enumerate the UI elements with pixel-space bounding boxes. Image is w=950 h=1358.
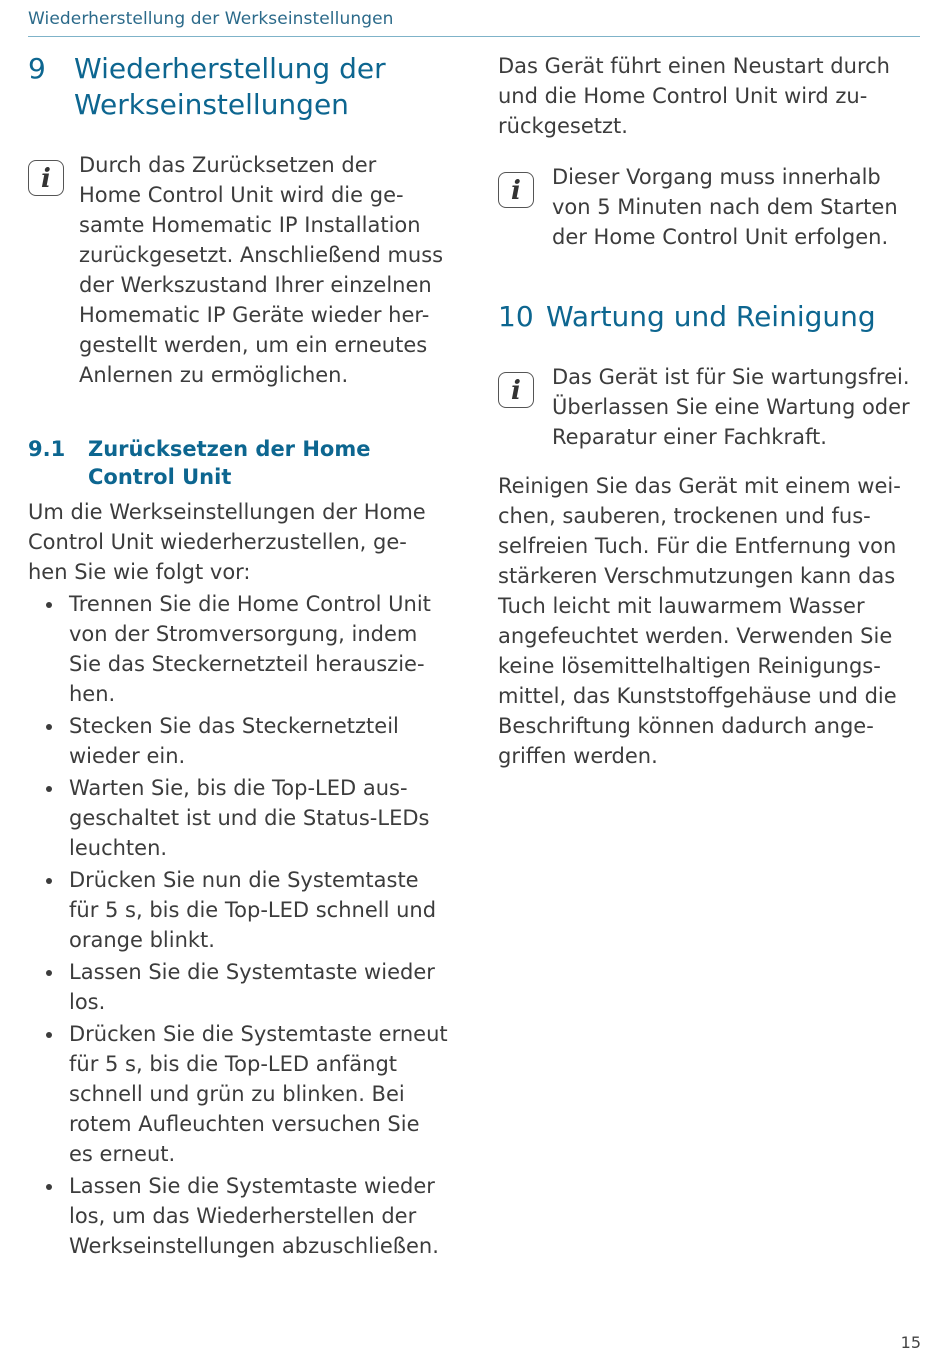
header-rule bbox=[28, 36, 920, 37]
section-10-number: 10 bbox=[498, 300, 534, 333]
section-9-title-line1: Wiederherstellung der bbox=[74, 52, 386, 85]
reset-steps-list bbox=[28, 589, 458, 1263]
section-9-1-intro: Um die Werkseinstellungen der Home Control Unit wiederherzustellen, ge- hen Sie wie folgt vor: bbox=[28, 500, 426, 584]
info-icon: i bbox=[498, 372, 534, 408]
list-item: Drücken Sie die Systemtaste erneut für 5 s, bis die Top-LED anfängt schnell und grün zu blinken. Bei rotem Aufleuchten versuchen Sie es erneut. bbox=[28, 1019, 458, 1169]
maintenance-info-text: Das Gerät ist für Sie wartungsfrei. Überlassen Sie eine Wartung oder Reparatur einer Fachkraft. bbox=[552, 365, 910, 449]
restart-text: Das Gerät führt einen Neustart durch und die Home Control Unit wird zu- rückgesetzt. bbox=[498, 54, 890, 138]
section-9-heading bbox=[28, 51, 453, 123]
list-item: Lassen Sie die Systemtaste wieder los, um das Wiederherstellen der Werkseinstellungen abzuschließen. bbox=[28, 1171, 458, 1261]
section-9-1-title: Zurücksetzen der Home Control Unit bbox=[88, 437, 371, 489]
section-9-title-line2: Werkseinstellungen bbox=[74, 88, 349, 121]
bullet-icon bbox=[46, 878, 52, 884]
section-9-number: 9 bbox=[28, 52, 46, 85]
list-item: Trennen Sie die Home Control Unit von der Stromversorgung, indem Sie das Steckernetzteil herauszie- hen. bbox=[28, 589, 458, 709]
section-9-info-text: Durch das Zurücksetzen der Home Control Unit wird die ge- samte Homematic IP Installation zurückgesetzt. Anschließend muss der Werkszustand Ihrer einzelnen Homematic IP Geräte wieder her- gestellt werden, um ein erneutes Anlernen zu ermöglichen. bbox=[79, 153, 444, 387]
page-number: 15 bbox=[900, 1333, 921, 1352]
list-item: Warten Sie, bis die Top-LED aus- geschaltet ist und die Status-LEDs leuchten. bbox=[28, 773, 458, 863]
info-icon: i bbox=[28, 160, 64, 196]
bullet-icon bbox=[46, 724, 52, 730]
info-icon: i bbox=[498, 172, 534, 208]
bullet-icon bbox=[46, 970, 52, 976]
running-header: Wiederherstellung der Werkseinstellungen bbox=[28, 9, 394, 29]
section-10-title: Wartung und Reinigung bbox=[546, 300, 876, 333]
bullet-icon bbox=[46, 1032, 52, 1038]
list-item: Stecken Sie das Steckernetzteil wieder ein. bbox=[28, 711, 458, 771]
bullet-icon bbox=[46, 602, 52, 608]
bullet-icon bbox=[46, 786, 52, 792]
list-item: Lassen Sie die Systemtaste wieder los. bbox=[28, 957, 458, 1017]
bullet-icon bbox=[46, 1184, 52, 1190]
section-10-heading bbox=[498, 299, 923, 335]
section-9-1-number: 9.1 bbox=[28, 437, 66, 461]
list-item: Drücken Sie nun die Systemtaste für 5 s, bis die Top-LED schnell und orange blinkt. bbox=[28, 865, 458, 955]
timing-info-text: Dieser Vorgang muss innerhalb von 5 Minuten nach dem Starten der Home Control Unit erfolgen. bbox=[552, 165, 898, 249]
cleaning-text: Reinigen Sie das Gerät mit einem wei- chen, sauberen, trockenen und fus- selfreien Tuch. Für die Entfernung von stärkeren Verschmutzungen kann das Tuch leicht mit lauwarmem Wasser angefeuchtet werden. Verwenden Sie keine lösemittelhaltigen Reinigungs- mittel, das Kunststoffgehäuse und die Beschriftung können dadurch ange- griffen werden. bbox=[498, 474, 901, 768]
